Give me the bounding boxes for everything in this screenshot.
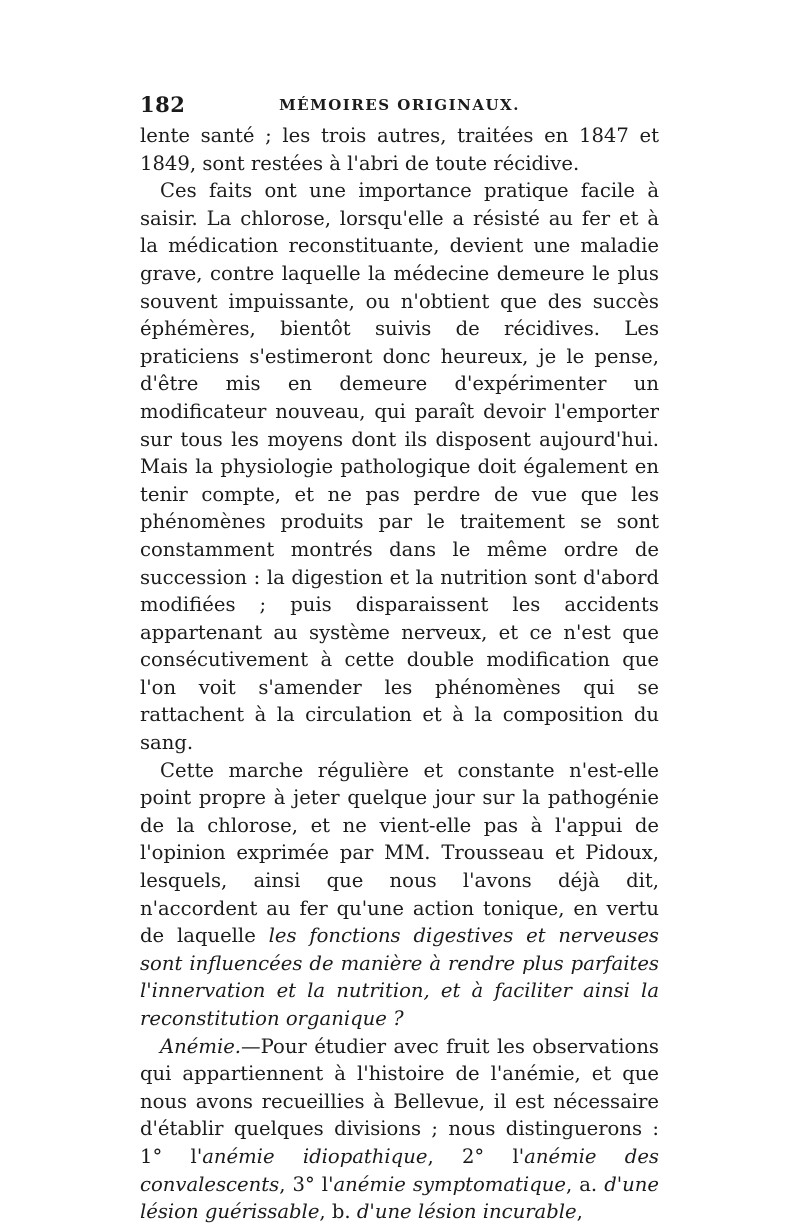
italic-quote: les fonctions digestives et nerveuses sont influencées de manière à rendre plus parfaites l'innervation et la nutrition, et à faciliter ainsi la reconstitution organique ? xyxy=(140,924,659,1030)
paragraph-text: —Pour étudier avec fruit les observations qui appartiennent à l'histoire de l'anémie, et que nous avons recueillies à Bellevue, il est nécessaire d'établir quelques divisions ; nous distinguerons : 1° l' xyxy=(140,1034,659,1168)
paragraph-text: , 3° l' xyxy=(279,1172,334,1196)
paragraph-marche xyxy=(140,757,659,1033)
running-head xyxy=(140,92,659,122)
paragraph-text: Ces faits ont une importance pratique facile à saisir. La chlorose, lorsqu'elle a résisté au fer et à la médication reconstituante, devient une maladie grave, contre laquelle la médecine demeure le plus souvent impuissante, ou n'obtient que des succès éphémères, bientôt suivis de récidives. Les praticiens s'estimeront donc heureux, je le pense, d'être mis en demeure d'expérimenter un modificateur nouveau, qui paraît devoir l'emporter sur tous les moyens dont ils disposent aujourd'hui. Mais la physiologie pathologique doit également en tenir compte, et ne pas perdre de vue que les phénomènes produits par le traitement se sont constamment montrés dans le même ordre de succession : la digestion et la nutrition sont d'abord modifiées ; puis disparaissent les accidents appartenant au système nerveux, et ce n'est que consécutivement à cette double modification que l'on voit s'amender les phénomènes qui se rattachent à la circulation et à la composition du sang. xyxy=(140,179,659,755)
paragraph-text: , b. xyxy=(319,1200,357,1224)
italic-term: d'une lésion guérissable xyxy=(140,1172,659,1224)
italic-term: anémie idiopathique xyxy=(202,1144,428,1168)
paragraph-text: , a. xyxy=(565,1172,605,1196)
paragraph-text: Cette marche régulière et constante n'est-elle point propre à jeter quelque jour sur la pathogénie de la chlorose, et ne vient-elle pas à l'appui de l'opinion exprimée par MM. Trousseau et Pidoux, lesquels, ainsi que nous l'avons déjà dit, n'accordent au fer qu'une action tonique, en vertu de laquelle xyxy=(140,758,659,948)
italic-term: anémie symptomatique xyxy=(333,1172,566,1196)
italic-term: d'une lésion incurable xyxy=(356,1200,577,1224)
paragraph-anemie xyxy=(140,1033,659,1226)
italic-term: anémie des convalescents xyxy=(140,1144,659,1196)
paragraph-text: , xyxy=(576,1200,583,1224)
body-text xyxy=(140,122,659,1226)
paragraph-continuation xyxy=(140,122,659,177)
page xyxy=(140,92,659,1226)
section-heading-anemie: Anémie. xyxy=(160,1034,242,1058)
page-number: 182 xyxy=(140,92,186,117)
paragraph-text: lente santé ; les trois autres, traitées en 1847 et 1849, sont restées à l'abri de toute récidive. xyxy=(140,124,659,175)
paragraph-text: , 2° l' xyxy=(427,1144,525,1168)
running-title: MÉMOIRES ORIGINAUX. xyxy=(279,96,520,114)
paragraph-chlorose xyxy=(140,177,659,756)
